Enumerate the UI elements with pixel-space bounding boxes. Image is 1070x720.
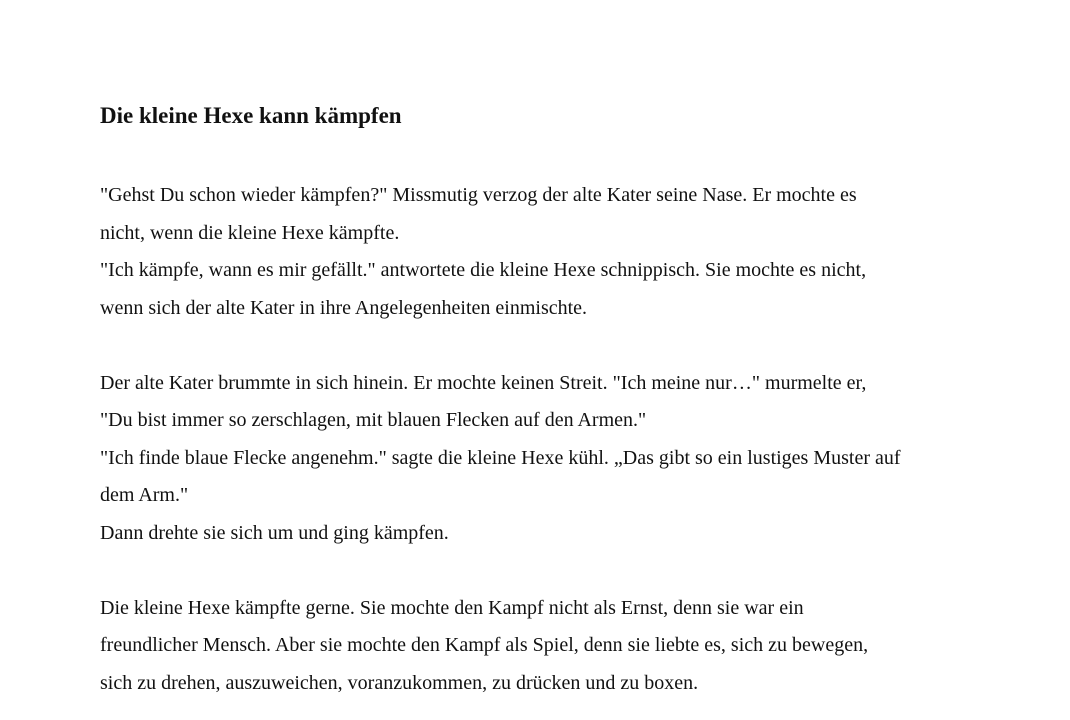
text-line: "Gehst Du schon wieder kämpfen?" Missmutig verzog der alte Kater seine Nase. Er mochte es: [100, 184, 857, 206]
paragraph-gap: [100, 327, 1000, 365]
text-line: "Ich kämpfe, wann es mir gefällt." antwortete die kleine Hexe schnippisch. Sie mochte es nicht,: [100, 259, 867, 281]
text-line: Dann drehte sie sich um und ging kämpfen.: [100, 521, 449, 544]
text-line: freundlicher Mensch. Aber sie mochte den Kampf als Spiel, denn sie liebte es, sich zu bewegen,: [100, 634, 869, 656]
document-title: Die kleine Hexe kann kämpfen: [100, 103, 402, 128]
text-line: wenn sich der alte Kater in ihre Angelegenheiten einmischte.: [100, 296, 588, 319]
text-line: "Ich finde blaue Flecke angenehm." sagte die kleine Hexe kühl. „Das gibt so ein lustiges Muster auf: [100, 446, 901, 469]
text-line: nicht, wenn die kleine Hexe kämpfte.: [100, 221, 400, 244]
paragraph-gap: [100, 552, 1000, 590]
text-line: dem Arm.": [100, 484, 189, 506]
text-line: Die kleine Hexe kämpfte gerne. Sie mochte den Kampf nicht als Ernst, denn sie war ein: [100, 596, 804, 619]
text-line: Der alte Kater brummte in sich hinein. Er mochte keinen Streit. "Ich meine nur…" murmelte er,: [100, 371, 867, 394]
document-body: [100, 177, 1000, 702]
text-line: "Du bist immer so zerschlagen, mit blauen Flecken auf den Armen.": [100, 409, 647, 431]
text-line: sich zu drehen, auszuweichen, voranzukommen, zu drücken und zu boxen.: [100, 671, 699, 694]
